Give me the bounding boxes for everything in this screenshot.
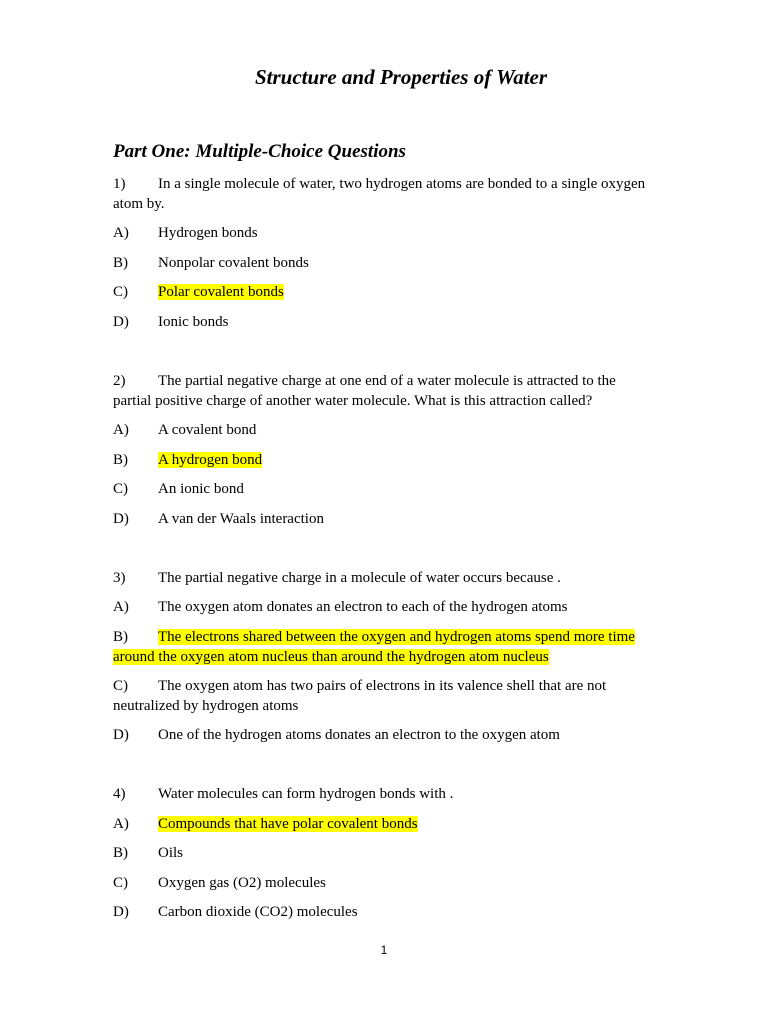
question-2-option-c: C) An ionic bond xyxy=(113,481,244,497)
question-2-option-b: B) A hydrogen bond xyxy=(113,452,263,468)
highlighted-answer: The electrons shared between the oxygen and hydrogen atoms spend more time xyxy=(158,629,635,645)
question-text: In a single molecule of water, two hydrogen atoms are bonded to a single oxygen xyxy=(158,176,646,192)
question-2-option-a: A) A covalent bond xyxy=(113,422,257,438)
question-1-option-b: B) Nonpolar covalent bonds xyxy=(113,255,309,271)
question-number: 1) xyxy=(113,176,126,192)
question-number: 4) xyxy=(113,786,126,802)
page-number: 1 xyxy=(380,943,388,957)
question-4-option-b: B) Oils xyxy=(113,845,184,861)
question-3-option-a: A) The oxygen atom donates an electron to each of the hydrogen atoms xyxy=(113,599,568,615)
section-heading: Part One: Multiple-Choice Questions xyxy=(113,141,406,162)
question-3-option-b: B) The electrons shared between the oxygen and hydrogen atoms spend more time around the oxygen atom nucleus than around the hydrogen atom nucleus xyxy=(113,629,635,665)
highlighted-answer-continued: around the oxygen atom nucleus than around the hydrogen atom nucleus xyxy=(113,649,549,665)
highlighted-answer: Polar covalent bonds xyxy=(158,284,284,300)
question-1-stem xyxy=(113,174,658,214)
document-title: Structure and Properties of Water xyxy=(254,65,548,89)
question-1-option-d: D) Ionic bonds xyxy=(113,314,229,330)
highlighted-answer: Compounds that have polar covalent bonds xyxy=(158,816,418,832)
question-4-option-d: D) Carbon dioxide (CO2) molecules xyxy=(113,904,358,920)
question-3-stem xyxy=(113,568,658,588)
question-2-stem xyxy=(113,371,658,411)
question-2-option-d: D) A van der Waals interaction xyxy=(113,511,324,527)
question-text-continued: atom by. xyxy=(113,196,165,212)
question-text-continued: partial positive charge of another water molecule. What is this attraction called? xyxy=(113,393,593,409)
question-number: 2) xyxy=(113,373,126,389)
question-text: The partial negative charge at one end of a water molecule is attracted to the xyxy=(158,373,616,389)
question-text: The partial negative charge in a molecule of water occurs because . xyxy=(158,570,561,586)
question-1-option-a: A) Hydrogen bonds xyxy=(113,225,258,241)
question-text: Water molecules can form hydrogen bonds with . xyxy=(158,786,454,802)
question-4-option-c: C) Oxygen gas (O2) molecules xyxy=(113,875,326,891)
question-4-option-a: A) Compounds that have polar covalent bonds xyxy=(113,816,418,832)
question-1-option-c: C) Polar covalent bonds xyxy=(113,284,284,300)
highlighted-answer: A hydrogen bond xyxy=(158,452,263,468)
question-number: 3) xyxy=(113,570,126,586)
question-3-option-d: D) One of the hydrogen atoms donates an electron to the oxygen atom xyxy=(113,727,560,743)
question-3-option-c: C) The oxygen atom has two pairs of electrons in its valence shell that are not neutralized by hydrogen atoms xyxy=(113,678,607,714)
question-4-stem xyxy=(113,784,658,804)
